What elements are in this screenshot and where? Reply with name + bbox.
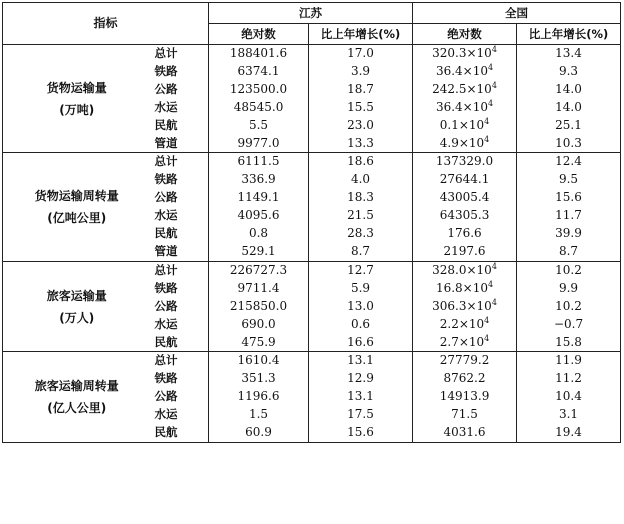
table-row [3, 261, 621, 279]
national-absolute-exponent: 4 [491, 45, 497, 54]
national-absolute-base: 2.2×10 [439, 316, 485, 331]
jiangsu-absolute-value: 215850.0 [209, 298, 309, 316]
national-absolute-value [413, 189, 517, 207]
national-absolute-value [413, 424, 517, 442]
jiangsu-absolute-value: 6111.5 [209, 153, 309, 171]
national-absolute-base: 64305.3 [439, 208, 490, 223]
jiangsu-growth-value: 18.6 [309, 153, 413, 171]
sub-indicator: 民航 [151, 225, 209, 243]
sub-indicator: 水运 [151, 99, 209, 117]
national-absolute-base: 2197.6 [443, 243, 486, 258]
national-growth-value: 10.2 [517, 298, 621, 316]
national-absolute-exponent: 4 [484, 134, 490, 144]
group-name: 旅客运输量 [46, 288, 107, 303]
national-growth-value: 9.9 [517, 280, 621, 298]
national-absolute-value [413, 81, 517, 99]
national-absolute-value [413, 99, 517, 117]
sub-indicator: 民航 [151, 334, 209, 352]
national-growth-value: 11.7 [517, 207, 621, 225]
jiangsu-growth-value: 13.1 [309, 352, 413, 370]
national-absolute-value [413, 334, 517, 352]
jiangsu-absolute-value: 9711.4 [209, 280, 309, 298]
jiangsu-growth-value: 12.9 [309, 370, 413, 388]
national-growth-value: 19.4 [517, 424, 621, 442]
group-name: 货物运输量 [46, 80, 107, 95]
sub-indicator: 管道 [151, 135, 209, 153]
group-label [3, 352, 151, 443]
national-absolute-base: 36.4×10 [435, 99, 488, 114]
national-absolute-base: 8762.2 [443, 371, 486, 386]
sub-indicator: 水运 [151, 316, 209, 334]
national-absolute-base: 43005.4 [439, 190, 490, 205]
national-absolute-value [413, 45, 517, 63]
group-name: 货物运输周转量 [34, 189, 119, 204]
national-growth-value: 15.6 [517, 189, 621, 207]
jiangsu-absolute-value: 6374.1 [209, 63, 309, 81]
national-absolute-base: 328.0×10 [432, 262, 492, 277]
national-absolute-base: 0.1×10 [439, 117, 485, 132]
national-absolute-value [413, 171, 517, 189]
national-absolute-value [413, 316, 517, 334]
sub-indicator: 总计 [151, 261, 209, 279]
table-row [3, 153, 621, 171]
national-growth-value: 13.4 [517, 45, 621, 63]
national-absolute-value [413, 388, 517, 406]
national-absolute-value [413, 243, 517, 261]
jiangsu-growth-value: 18.7 [309, 81, 413, 99]
sub-indicator: 公路 [151, 81, 209, 99]
jiangsu-growth-value: 13.3 [309, 135, 413, 153]
jiangsu-absolute-value: 1196.6 [209, 388, 309, 406]
sub-indicator: 管道 [151, 243, 209, 261]
national-absolute-value [413, 225, 517, 243]
sub-indicator: 铁路 [151, 370, 209, 388]
national-growth-value: 9.3 [517, 63, 621, 81]
jiangsu-absolute-value: 529.1 [209, 243, 309, 261]
national-absolute-base: 4031.6 [443, 425, 486, 440]
national-absolute-exponent: 4 [487, 62, 494, 72]
national-growth-value: 14.0 [517, 99, 621, 117]
national-growth-value: 9.5 [517, 171, 621, 189]
national-absolute-base: 16.8×10 [435, 280, 488, 295]
national-absolute-base: 137329.0 [435, 154, 494, 169]
jiangsu-absolute-value: 5.5 [209, 117, 309, 135]
national-absolute-base: 306.3×10 [432, 298, 492, 313]
jiangsu-absolute-value: 9977.0 [209, 135, 309, 153]
national-absolute-value [413, 63, 517, 81]
group-name: 旅客运输周转量 [34, 379, 119, 394]
national-growth-value: 10.2 [517, 261, 621, 279]
jiangsu-growth-value: 12.7 [309, 261, 413, 279]
national-growth-value: 8.7 [517, 243, 621, 261]
national-absolute-value [413, 117, 517, 135]
table-row [3, 352, 621, 370]
national-growth-value: 3.1 [517, 406, 621, 424]
indicator-header: 指标 [3, 3, 209, 45]
sub-indicator: 民航 [151, 117, 209, 135]
jiangsu-absolute-value: 123500.0 [209, 81, 309, 99]
jiangsu-growth-value: 23.0 [309, 117, 413, 135]
national-absolute-base: 36.4×10 [435, 63, 488, 78]
national-growth-header: 比上年增长(%) [517, 24, 621, 45]
national-absolute-exponent: 4 [487, 279, 494, 289]
jiangsu-absolute-value: 48545.0 [209, 99, 309, 117]
jiangsu-growth-value: 28.3 [309, 225, 413, 243]
jiangsu-growth-value: 17.0 [309, 45, 413, 63]
national-growth-value: 10.4 [517, 388, 621, 406]
national-absolute-value [413, 370, 517, 388]
jiangsu-absolute-value: 1610.4 [209, 352, 309, 370]
group-unit: (万吨) [59, 102, 95, 117]
national-absolute-value [413, 207, 517, 225]
national-absolute-value [413, 352, 517, 370]
national-absolute-value [413, 261, 517, 279]
sub-indicator: 铁路 [151, 280, 209, 298]
jiangsu-growth-value: 4.0 [309, 171, 413, 189]
jiangsu-absolute-value: 351.3 [209, 370, 309, 388]
national-absolute-exponent: 4 [487, 98, 494, 108]
group-label [3, 45, 151, 153]
jiangsu-growth-value: 15.6 [309, 424, 413, 442]
jiangsu-absolute-value: 4095.6 [209, 207, 309, 225]
national-absolute-base: 4.9×10 [439, 135, 485, 150]
jiangsu-absolute-value: 188401.6 [209, 45, 309, 63]
group-label [3, 261, 151, 352]
sub-indicator: 公路 [151, 388, 209, 406]
jiangsu-absolute-value: 60.9 [209, 424, 309, 442]
jiangsu-growth-value: 18.3 [309, 189, 413, 207]
national-growth-value: 25.1 [517, 117, 621, 135]
transport-statistics-table [2, 2, 621, 443]
national-absolute-exponent: 4 [491, 80, 497, 90]
national-absolute-base: 27644.1 [439, 172, 490, 187]
jiangsu-absolute-value: 336.9 [209, 171, 309, 189]
national-growth-value: −0.7 [517, 316, 621, 334]
group-unit: (亿吨公里) [47, 211, 107, 226]
national-growth-value: 39.9 [517, 225, 621, 243]
jiangsu-header: 江苏 [209, 3, 413, 24]
national-absolute-exponent: 4 [484, 333, 490, 343]
jiangsu-absolute-value: 226727.3 [209, 261, 309, 279]
national-growth-value: 14.0 [517, 81, 621, 99]
sub-indicator: 公路 [151, 189, 209, 207]
header-row-top [3, 3, 621, 24]
jiangsu-absolute-value: 475.9 [209, 334, 309, 352]
national-absolute-header: 绝对数 [413, 24, 517, 45]
national-growth-value: 15.8 [517, 334, 621, 352]
national-absolute-exponent: 4 [491, 297, 497, 307]
jiangsu-growth-value: 3.9 [309, 63, 413, 81]
jiangsu-growth-value: 0.6 [309, 316, 413, 334]
jiangsu-growth-value: 13.1 [309, 388, 413, 406]
national-absolute-base: 176.6 [447, 226, 482, 241]
jiangsu-absolute-value: 1149.1 [209, 189, 309, 207]
national-absolute-value [413, 406, 517, 424]
jiangsu-growth-value: 8.7 [309, 243, 413, 261]
jiangsu-growth-value: 15.5 [309, 99, 413, 117]
jiangsu-absolute-value: 690.0 [209, 316, 309, 334]
national-growth-value: 11.9 [517, 352, 621, 370]
jiangsu-growth-value: 13.0 [309, 298, 413, 316]
national-absolute-exponent: 4 [484, 315, 490, 325]
national-absolute-value [413, 298, 517, 316]
national-growth-value: 12.4 [517, 153, 621, 171]
transport-statistics-table-container [2, 2, 621, 443]
sub-indicator: 铁路 [151, 63, 209, 81]
jiangsu-growth-value: 17.5 [309, 406, 413, 424]
national-absolute-exponent: 4 [484, 116, 490, 126]
group-unit: (亿人公里) [47, 401, 107, 416]
jiangsu-absolute-header: 绝对数 [209, 24, 309, 45]
sub-indicator: 水运 [151, 207, 209, 225]
jiangsu-growth-value: 5.9 [309, 280, 413, 298]
national-absolute-base: 242.5×10 [432, 81, 492, 96]
national-absolute-base: 71.5 [451, 407, 478, 422]
sub-indicator: 公路 [151, 298, 209, 316]
jiangsu-growth-value: 16.6 [309, 334, 413, 352]
group-label [3, 153, 151, 261]
national-absolute-base: 2.7×10 [439, 334, 485, 349]
national-growth-value: 10.3 [517, 135, 621, 153]
sub-indicator: 水运 [151, 406, 209, 424]
sub-indicator: 总计 [151, 45, 209, 63]
national-growth-value: 11.2 [517, 370, 621, 388]
sub-indicator: 铁路 [151, 171, 209, 189]
sub-indicator: 总计 [151, 352, 209, 370]
national-absolute-base: 27779.2 [439, 353, 490, 368]
jiangsu-growth-header: 比上年增长(%) [309, 24, 413, 45]
national-absolute-value [413, 135, 517, 153]
table-row [3, 45, 621, 63]
sub-indicator: 总计 [151, 153, 209, 171]
jiangsu-absolute-value: 0.8 [209, 225, 309, 243]
national-header: 全国 [413, 3, 621, 24]
national-absolute-value [413, 280, 517, 298]
table-body [3, 45, 621, 443]
jiangsu-absolute-value: 1.5 [209, 406, 309, 424]
national-absolute-base: 320.3×10 [432, 46, 492, 60]
group-unit: (万人) [59, 310, 95, 325]
national-absolute-value [413, 153, 517, 171]
jiangsu-growth-value: 21.5 [309, 207, 413, 225]
national-absolute-exponent: 4 [491, 261, 497, 271]
national-absolute-base: 14913.9 [439, 389, 490, 404]
sub-indicator: 民航 [151, 424, 209, 442]
